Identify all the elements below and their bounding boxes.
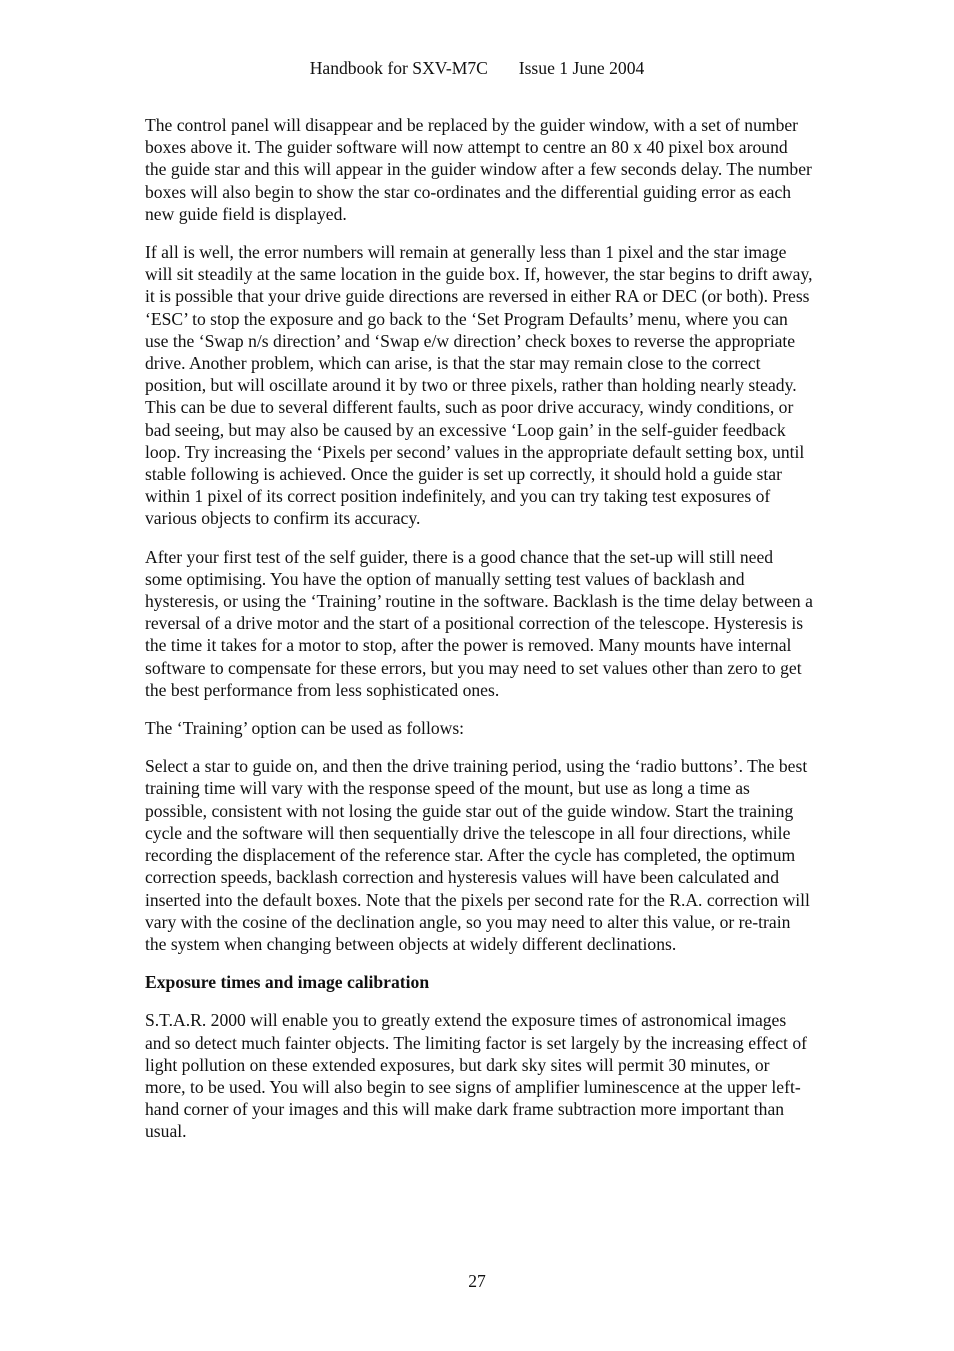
issue-date: Issue 1 June 2004 <box>518 58 645 78</box>
paragraph-training-intro: The ‘Training’ option can be used as follows: <box>145 718 465 739</box>
paragraph-training-steps: Select a star to guide on, and then the drive training period, using the ‘radio buttons’. The best training time will vary with the response speed of the mount, but use as long a time as possible, consistent with not losing the guide star out of the guide window. Start the training cycle and the software will then sequentially drive the telescope in all four directions, while recording the displacement of the reference star. After the cycle has completed, the optimum correction speeds, backlash correction and hysteresis values will have been calculated and inserted into the default boxes. Note that the pixels per second rate for the R.A. correction will vary with the cosine of the declination angle, so you may need to alter this value, or re-train the system when changing between objects at widely different declinations. <box>145 756 810 954</box>
page-header <box>0 57 954 79</box>
page-body <box>145 114 813 1159</box>
section-heading: Exposure times and image calibration <box>145 972 430 993</box>
paragraph-optimising: After your first test of the self guider, there is a good chance that the set-up will still need some optimising. You have the option of manually setting test values of backlash and hysteresis, or using the ‘Training’ routine in the software. Backlash is the time delay between a reversal of a drive motor and the start of a positional correction of the telescope. Hysteresis is the time it takes for a motor to stop, after the power is removed. Many mounts have internal software to compensate for these errors, but you may need to set values other than zero to get the best performance from less sophisticated ones. <box>145 546 813 700</box>
page-number: 27 <box>468 1271 486 1291</box>
paragraph-error-numbers: If all is well, the error numbers will remain at generally less than 1 pixel and the star image will sit steadily at the same location in the guide box. If, however, the star begins to drift away, it is possible that your drive guide directions are reversed in either RA or DEC (or both). Press ‘ESC’ to stop the exposure and go back to the ‘Set Program Defaults’ menu, where you can use the ‘Swap n/s direction’ and ‘Swap e/w direction’ check boxes to reverse the appropriate drive. Another problem, which can arise, is that the star may remain close to the correct position, but will oscillate around it by two or three pixels, rather than holding nearly steady. This can be due to several different faults, such as poor drive accuracy, windy conditions, or bad seeing, but may also be caused by an excessive ‘Loop gain’ in the self-guider feedback loop. Try increasing the ‘Pixels per second’ values in the appropriate default setting box, until stable following is achieved. Once the guider is set up correctly, it should hold a guide star within 1 pixel of its correct position indefinitely, and you can try taking test exposures of various objects to confirm its accuracy. <box>145 242 813 529</box>
paragraph-exposure-times: S.T.A.R. 2000 will enable you to greatly extend the exposure times of astronomical images and so detect much fainter objects. The limiting factor is set largely by the increasing effect of light pollution on these extended exposures, but dark sky sites will permit 30 minutes, or more, to be used. You will also begin to see signs of amplifier luminescence at the upper left-hand corner of your images and this will make dark frame subtraction more important than usual. <box>145 1010 807 1142</box>
paragraph-guider-window: The control panel will disappear and be replaced by the guider window, with a set of number boxes above it. The guider software will now attempt to centre an 80 x 40 pixel box around the guide star and this will appear in the guider window after a few seconds delay. The number boxes will also begin to show the star co-ordinates and the differential guiding error as each new guide field is displayed. <box>145 115 812 224</box>
handbook-title: Handbook for SXV-M7C <box>309 58 488 78</box>
